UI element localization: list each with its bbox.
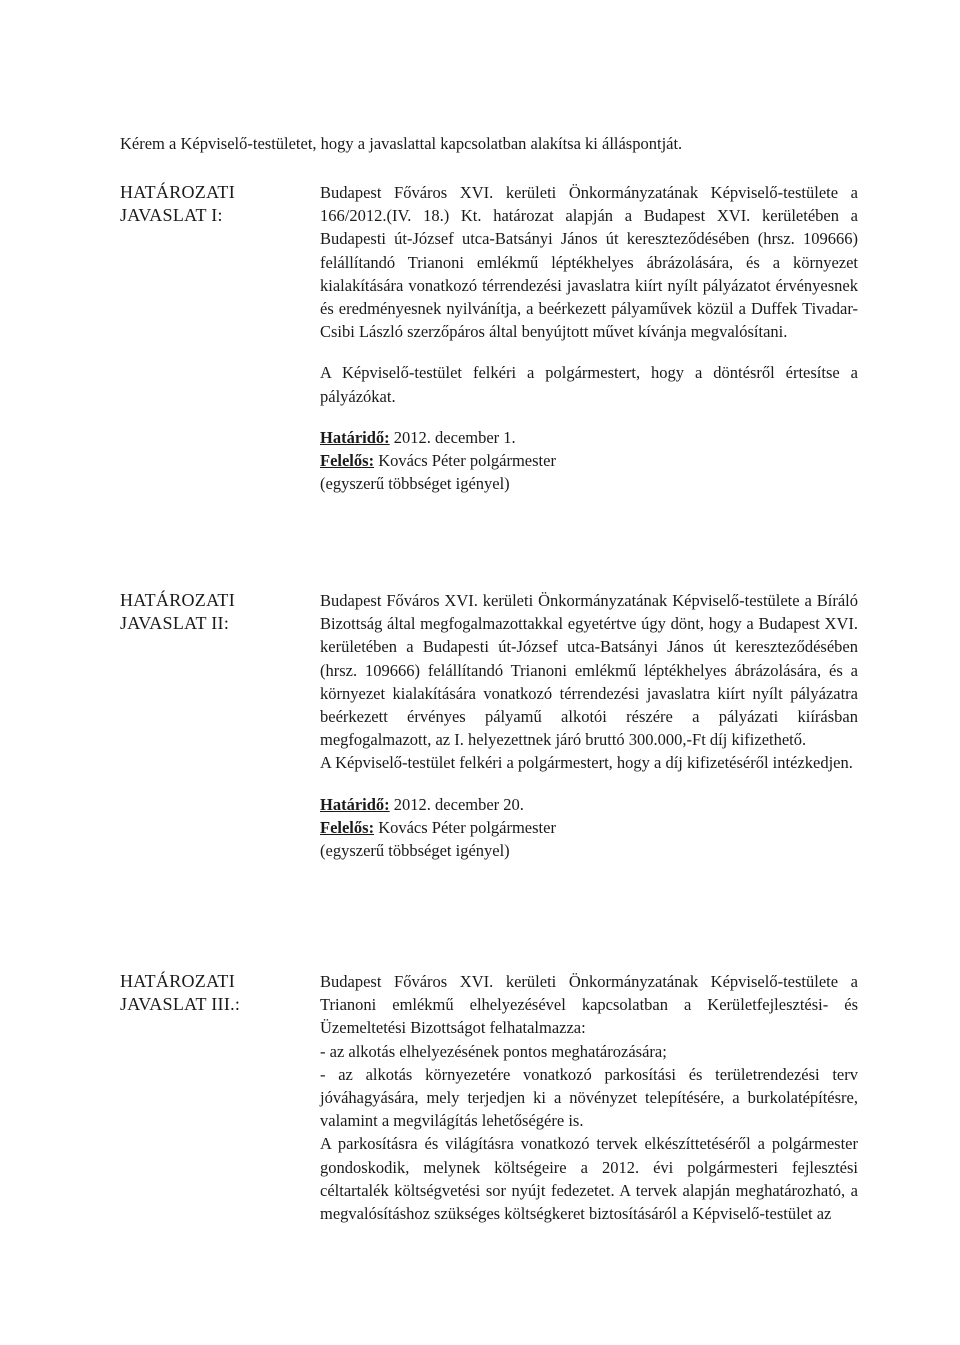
resolution-label-line2: JAVASLAT II:: [120, 613, 230, 633]
resolution-label-line1: HATÁROZATI: [120, 182, 235, 202]
resolution-body: [320, 970, 858, 1225]
resolution-paragraph: Budapest Főváros XVI. kerületi Önkormányzatának Képviselő-testülete a Bíráló Bizottság által megfogalmazottakkal egyetértve úgy dönt, hogy a Budapest XVI. kerületében a Budapesti út-József utca-Batsányi János út kereszteződésében (hrsz. 109666) felállítandó Trianoni emlékmű léptékhelyes ábrázolására, és a környezet kialakítására vonatkozó térrendezési javaslatra kiírt nyílt pályázatra beérkezett érvényes pályamű alkotói részére a pályázati kiírásban megfogalmazott, az I. helyezettnek járó bruttó 300.000,-Ft díj kifizethető.: [320, 591, 858, 750]
list-item: - az alkotás környezetére vonatkozó parkosítási és területrendezési terv jóváhagyására, mely terjedjen ki a növényzet telepítésére, a burkolatépítésre, valamint a megvilágítás lehetőségére is.: [320, 1064, 858, 1131]
responsible-value: Kovács Péter polgármester: [374, 451, 556, 471]
resolution-request: A Képviselő-testület felkéri a polgármestert, hogy a díj kifizetéséről intézkedjen.: [320, 753, 853, 773]
resolution-paragraph: Budapest Főváros XVI. kerületi Önkormányzatának Képviselő-testülete a 166/2012.(IV. 18.) Kt. határozat alapján a Budapest XVI. kerületében a Budapesti út-József utca-Batsányi János út kereszteződésében (hrsz. 109666) felállítandó Trianoni emlékmű léptékhelyes ábrázolására, és a környezet kialakítására vonatkozó térrendezési javaslatra kiírt nyílt pályázatot érvényesnek és eredményesnek nyilvánítja, a beérkezett pályaművek közül a Duffek Tivadar-Csibi László szerzőpáros által benyújtott művet kívánja megvalósítani.: [320, 183, 858, 342]
resolution-request: A Képviselő-testület felkéri a polgármestert, hogy a döntésről értesítse a pályázókat.: [320, 363, 858, 406]
resolution-label: [120, 970, 310, 1016]
resolution-body: [320, 181, 858, 495]
list-item: - az alkotás elhelyezésének pontos meghatározására;: [320, 1041, 667, 1061]
resolution-label-line2: JAVASLAT I:: [120, 205, 223, 225]
resolution-label-line1: HATÁROZATI: [120, 971, 235, 991]
resolution-label-line2: JAVASLAT III.:: [120, 994, 241, 1014]
deadline-value: 2012. december 20.: [389, 794, 524, 814]
resolution-paragraph-continued: A parkosításra és világításra vonatkozó tervek elkészíttetéséről a polgármester gondoskodik, melynek költségeire a 2012. évi polgármesteri fejlesztési céltartalék költségvetési sor nyújt fedezetet. A tervek alapján meghatározható, a megvalósításhoz szükséges költségkeret biztosításáról a Képviselő-testület az: [320, 1134, 858, 1224]
responsible-line: [320, 449, 858, 472]
deadline-label: Határidő:: [320, 427, 390, 447]
spacer: [320, 408, 858, 426]
resolution-body: [320, 589, 858, 862]
deadline-label: Határidő:: [320, 794, 390, 814]
deadline-line: [320, 793, 858, 816]
majority-note: (egyszerű többséget igényel): [320, 841, 510, 861]
deadline-value: 2012. december 1.: [389, 427, 516, 447]
responsible-label: Felelős:: [320, 451, 375, 471]
spacer: [320, 775, 858, 793]
responsible-line: [320, 816, 858, 839]
responsible-label: Felelős:: [320, 817, 375, 837]
resolution-label-line1: HATÁROZATI: [120, 590, 235, 610]
responsible-value: Kovács Péter polgármester: [374, 817, 556, 837]
resolution-paragraph: Budapest Főváros XVI. kerületi Önkormányzatának Képviselő-testülete a Trianoni emlékmű elhelyezésével kapcsolatban a Kerületfejlesztési- és Üzemeltetési Bizottságot felhatalmazza:: [320, 972, 858, 1038]
intro-text: Kérem a Képviselő-testületet, hogy a javaslattal kapcsolatban alakítsa ki álláspontját.: [120, 134, 683, 153]
deadline-line: [320, 426, 858, 449]
resolution-label: [120, 589, 310, 635]
majority-note: (egyszerű többséget igényel): [320, 474, 510, 494]
resolution-label: [120, 181, 310, 227]
spacer: [320, 343, 858, 361]
